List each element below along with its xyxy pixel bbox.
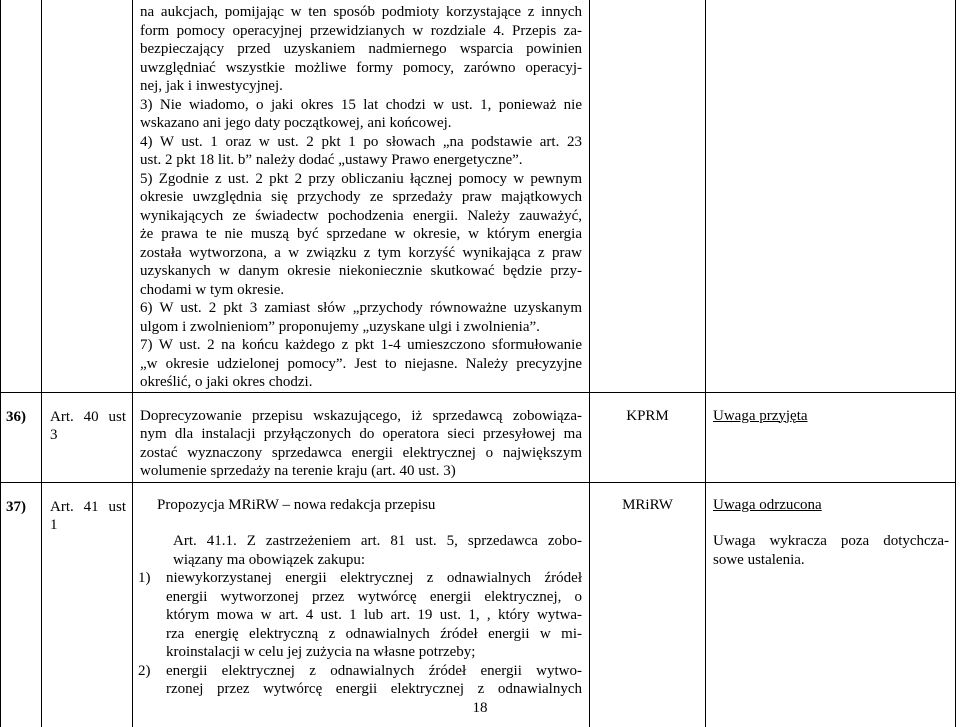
cell-number (1, 0, 42, 392)
cell-decision (706, 482, 956, 727)
cell-article (42, 392, 133, 482)
text-line: wskazano ani jego daty początkowej, ani końcowej. (140, 115, 452, 131)
cell-author (590, 392, 706, 482)
text-line: Uwaga wykracza poza dotychcza- (713, 533, 949, 549)
text-line: rzonej przez wytwórcę energii elektrycznej z odnawialnych (166, 681, 582, 697)
cell-comment (133, 482, 590, 727)
text-line: chodami w tym okresie. (140, 281, 285, 298)
text-line: Art. 41.1. Z zastrzeżeniem art. 81 ust. 5, sprzedawca zobo- (173, 533, 582, 549)
article-line: 3 (50, 427, 58, 443)
article-line: Art. 41 ust (50, 498, 126, 515)
text-line: wynikających ze świadectw pochodzenia energii. Należy zauważyć, (140, 207, 582, 224)
decision-note (713, 532, 949, 569)
text-line: rza energię elektryczną z odnawialnych źródeł energii w mi- (166, 625, 582, 642)
list-item (138, 569, 582, 662)
text-line: na aukcjach, pomijając w ten sposób podmioty korzystające z innych (140, 4, 582, 20)
list-item-body (166, 569, 582, 662)
text-line: bezpieczający przed uzyskaniem nadmiernego wsparcia powinien (140, 41, 582, 57)
article-line: Art. 40 ust (50, 408, 126, 425)
decision-status: Uwaga przyjęta (713, 407, 808, 424)
cell-comment (133, 392, 590, 482)
text-line: którym mowa w art. 4 ust. 1 lub art. 19 ust. 1, , który wytwa- (166, 607, 582, 623)
text-line: kroinstalacji w celu jej zużycia na własne potrzeby; (166, 644, 476, 660)
text-line: energii wytworzonej przez wytwórcę energii elektrycznej, o (166, 588, 582, 605)
table-row-37 (1, 482, 956, 727)
text-line: energii elektrycznej z odnawialnych źródeł energii wytwo- (166, 662, 582, 679)
author-text: MRiRW (622, 496, 673, 513)
list-item-number: 1) (138, 570, 151, 586)
text-line: określić, o jaki okres chodzi. (140, 374, 313, 390)
cell-author (590, 0, 706, 392)
list-item-number: 2) (138, 662, 151, 679)
text-line: form pomocy operacyjnej przewidzianych w rozdziale 4. Przepis za- (140, 22, 582, 39)
text-line: 7) W ust. 2 na końcu każdego z pkt 1-4 umieszczono sformułowanie (140, 337, 582, 353)
table-row-continuation (1, 0, 956, 392)
text-line: zostać wyznaczony sprzedawca energii elektrycznej o największym (140, 444, 582, 461)
row-number (1, 482, 42, 727)
list-item (138, 662, 582, 699)
comment-text (140, 3, 582, 392)
text-line: że prawa te nie muszą być sprzedane w okresie, w którym energia (140, 226, 582, 242)
row-number (1, 392, 42, 482)
text-line: 4) W ust. 1 oraz w ust. 2 pkt 1 po słowach „na podstawie art. 23 (140, 133, 582, 150)
text-line: uwzględniać wszystkie możliwe formy pomocy, zarówno operacyj- (140, 59, 582, 76)
article-ref (50, 498, 126, 535)
text-line: 6) W ust. 2 pkt 3 zamiast słów „przychody równoważne uzyskanym (140, 300, 582, 316)
cell-article (42, 0, 133, 392)
list-item-body (166, 662, 582, 699)
row-number-text: 36) (6, 408, 26, 425)
cell-comment (133, 0, 590, 392)
text-line: nym dla instalacji przyłączonych do operatora sieci przesyłowej ma (140, 426, 582, 442)
text-line: uzyskanych w danym okresie niekoniecznie skutkować będzie przy- (140, 263, 582, 279)
page-number: 18 (472, 700, 488, 716)
text-line: wiązany ma obowiązek zakupu: (173, 551, 366, 568)
proposal-items (138, 569, 582, 699)
text-line: „w okresie udzielonej pomocy”. Jest to niejasne. Należy precyzyjne (140, 355, 582, 372)
text-line: 3) Nie wiadomo, o jaki okres 15 lat chodzi w ust. 1, ponieważ nie (140, 96, 582, 113)
proposal-heading: Propozycja MRiRW – nowa redakcja przepisu (157, 496, 436, 513)
cell-decision (706, 392, 956, 482)
text-line: nej, jak i inwestycyjnej. (140, 78, 283, 94)
article-ref (50, 408, 126, 445)
text-line: okresie uwzględnia się przychody ze sprzedaży praw majątkowych (140, 189, 582, 205)
text-line: sowe ustalenia. (713, 551, 805, 568)
text-line: niewykorzystanej energii elektrycznej z odnawialnych źródeł (166, 570, 582, 586)
proposal-intro (157, 532, 582, 569)
cell-article (42, 482, 133, 727)
text-line: 5) Zgodnie z ust. 2 pkt 2 przy obliczaniu łącznej pomocy w pewnym (140, 170, 582, 187)
cell-author (590, 482, 706, 727)
table-row-36 (1, 392, 956, 482)
cell-decision (706, 0, 956, 392)
decision-status: Uwaga odrzucona (713, 496, 822, 513)
row-number-text: 37) (6, 498, 26, 515)
text-line: ust. 2 pkt 18 lit. b” należy dodać „ustawy Prawo energetyczne”. (140, 152, 523, 168)
text-line: wolumenie sprzedaży na terenie kraju (art. 40 ust. 3) (140, 463, 456, 479)
text-line: ulgom i zwolnieniom” proponujemy „uzyskane ulgi i zwolnienia”. (140, 318, 540, 335)
author-text: KPRM (626, 407, 669, 424)
article-line: 1 (50, 517, 58, 533)
text-line: została wytworzona, a w związku z tym korzyść wynikająca z praw (140, 244, 582, 261)
text-line: Doprecyzowanie przepisu wskazującego, iż sprzedawcą zobowiąza- (140, 407, 582, 424)
comment-text (140, 407, 582, 481)
